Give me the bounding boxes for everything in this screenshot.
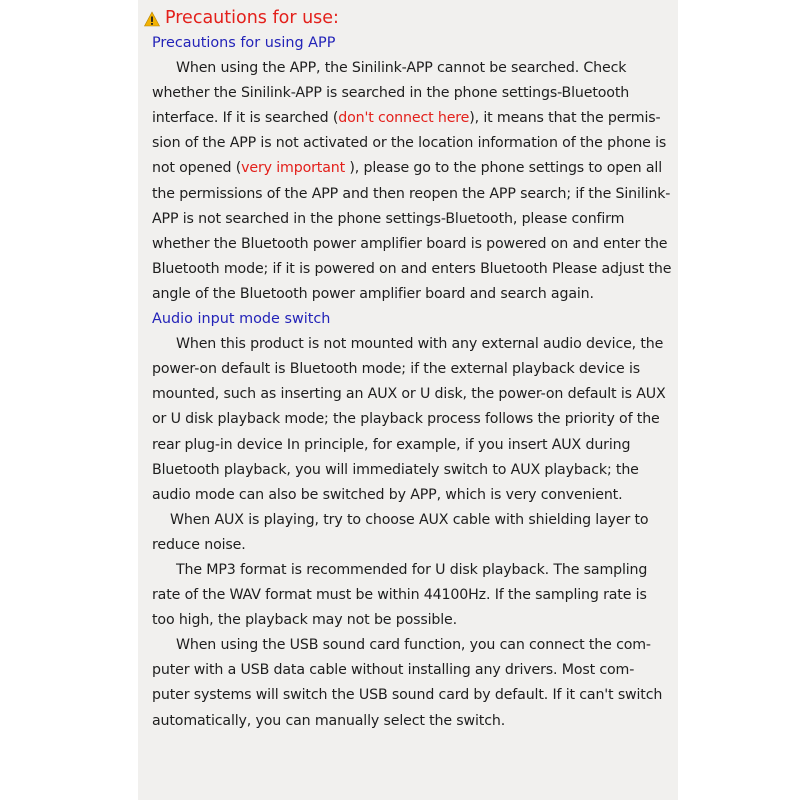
app-warning-dont-connect: don't connect here	[338, 110, 470, 127]
document-content	[152, 6, 672, 734]
page-title	[144, 6, 672, 31]
section-heading-audio: Audio input mode switch	[152, 311, 331, 328]
paragraph-app-precautions	[152, 56, 672, 307]
app-text-1: When using the APP, the Sinilink-APP cannot be searched. Check whether the Sinilink-APP is searched in the phone settings-Bluetooth interface. If it is searched (	[152, 60, 630, 127]
app-text-3: ), please go to the phone settings to open all the permissions of the APP and then reopen the APP search; if the Sinilink-APP is not searched in the phone settings-Bluetooth, please confirm whether the Bluetooth power amplifier board is powered on and enter the Bluetooth mode; if it is powered on and enters Bluetooth Please adjust the angle of the Bluetooth power amplifier board and search again.	[152, 160, 672, 302]
section-heading-app: Precautions for using APP	[152, 35, 336, 51]
paragraph-audio-mode: When this product is not mounted with any external audio device, the power-on default is Bluetooth mode; if the external playback device is mounted, such as inserting an AUX or U disk, the power-on default is AUX or U disk playback mode; the playback process follows the priority of the rear plug-in device In principle, for example, if you insert AUX during Bluetooth playback, you will immediately switch to AUX playback; the audio mode can also be switched by APP, which is very convenient.	[152, 336, 666, 503]
app-warning-very-important: very important	[241, 160, 345, 177]
page-title-text: Precautions for use:	[165, 7, 339, 28]
paragraph-aux-noise: When AUX is playing, try to choose AUX cable with shielding layer to reduce noise.	[152, 511, 649, 553]
warning-icon	[144, 11, 160, 27]
app-text-2: ), it means that the permis- sion of the APP is not activated or the location information of the phone is not opened (	[152, 110, 667, 177]
paragraph-usb-sound-card: When using the USB sound card function, you can connect the com- puter with a USB data cable without installing any drivers. Most com- puter systems will switch the USB sound card by default. If it can't switch automatically, you can manually select the switch.	[152, 637, 663, 729]
paragraph-mp3-format: The MP3 format is recommended for U disk playback. The sampling rate of the WAV format must be within 44100Hz. If the sampling rate is too high, the playback may not be possible.	[152, 561, 648, 629]
